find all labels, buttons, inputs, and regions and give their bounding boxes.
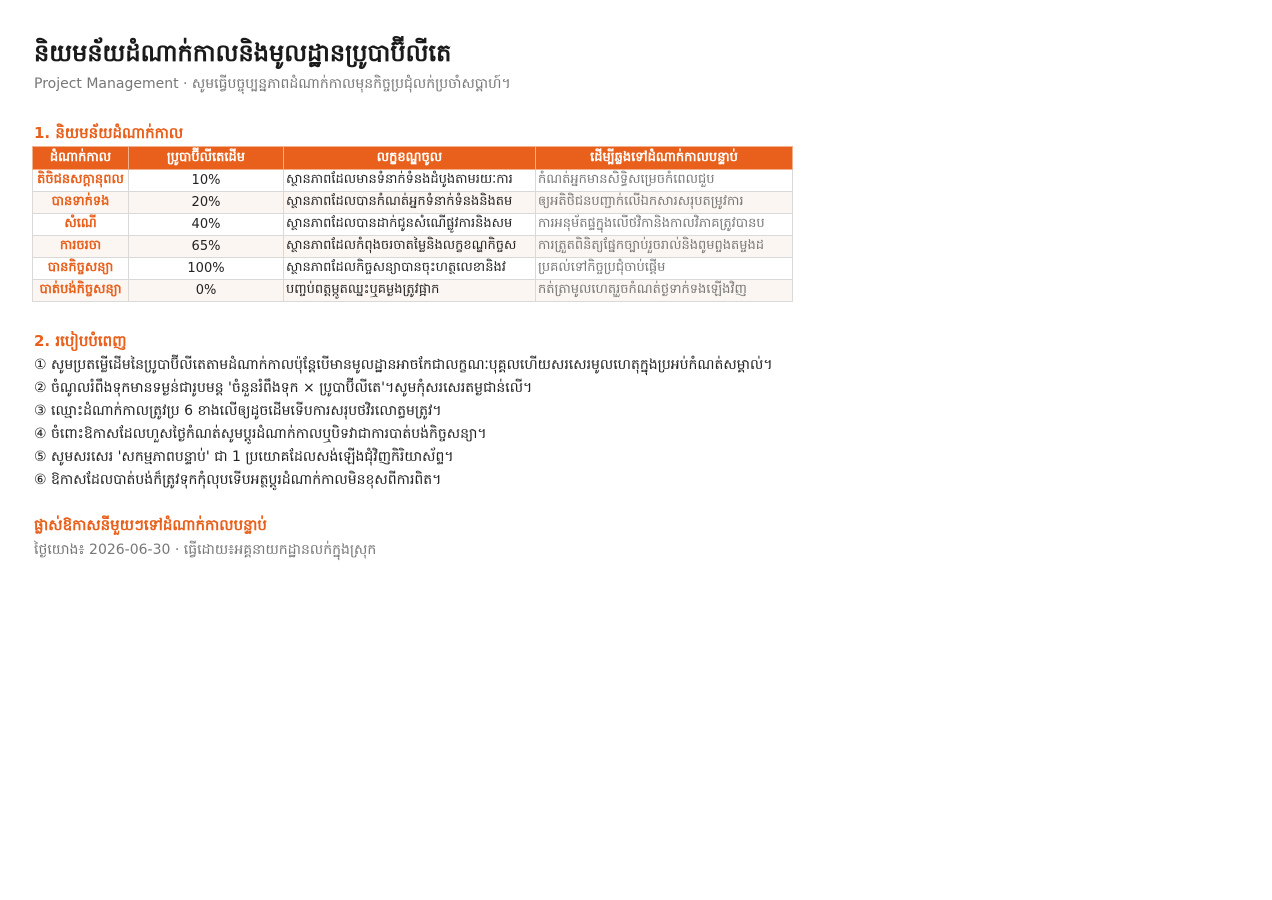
instruction-step: ⑥ ឱកាសដែលបាត់បង់ក៏ត្រូវទុកកុំលុបទើបអត្ថប្តូរដំណាក់កាលមិនខុសពីការពិត។: [34, 472, 442, 488]
probability-cell: 100%: [129, 258, 284, 280]
table-row: [33, 258, 793, 280]
entry-criteria-cell: ស្ថានភាពដែលកិច្ចសន្យាបានចុះហត្ថលេខានិងវ: [284, 258, 536, 280]
table-row: [33, 236, 793, 258]
column-header-next-stage-condition: ដើម្បីឆ្លងទៅដំណាក់កាលបន្ទាប់: [536, 147, 793, 170]
next-stage-cell: កត់ត្រាមូលហេតុរួចកំណត់ថ្ងទាក់ទងឡើងវិញ: [536, 280, 793, 302]
table-header-row: [33, 147, 793, 170]
entry-criteria-cell: ស្ថានភាពដែលបានដាក់ជូនសំណើផ្លូវការនិងសម: [284, 214, 536, 236]
instruction-step: ④ ចំពោះឱកាសដែលហួសថ្ងៃកំណត់សូមប្តូរដំណាក់កាលឬបិទវាជាការបាត់បង់កិច្ចសន្យា។: [34, 426, 487, 442]
probability-cell: 0%: [129, 280, 284, 302]
instruction-step: ① សូមប្រតម្លើដើមនៃប្រូបាប៊ីលីតេតាមដំណាក់កាលប៉ុន្តែបើមានមូលដ្ឋានអាចកែជាលក្ខណៈបុគ្គលហើយសរសេរមូលហេតុក្នុងប្រអប់កំណត់សម្គាល់។: [34, 357, 773, 373]
instruction-step: ② ចំណូលរំពឹងទុកមានទម្ងន់ជារូបមន្ត 'ចំនួនរំពឹងទុក × ប្រូបាប៊ីលីតេ'។សូមកុំសរសេរតម្ងជាន់លើ។: [34, 380, 533, 396]
probability-cell: 10%: [129, 170, 284, 192]
page-subtitle: Project Management · សូមធ្វើបច្ចុប្បន្នភាពដំណាក់កាលមុនកិច្ចប្រជុំលក់ប្រចាំសប្តាហ៍។: [34, 76, 511, 92]
stage-name-cell: បានកិច្ចសន្យា: [33, 258, 129, 280]
page-title: និយមន័យដំណាក់កាលនិងមូលដ្ឋានប្រូបាប៊ីលីតេ: [34, 39, 452, 67]
stage-name-cell: ការចរចា: [33, 236, 129, 258]
next-stage-cell: ប្រគល់ទៅកិច្ចប្រជុំចាប់ផ្តើម: [536, 258, 793, 280]
instruction-step: ⑤ សូមសរសេរ 'សកម្មភាពបន្ទាប់' ជា 1 ប្រយោគដែលសង់ឡើងជុំវិញកិរិយាស័ព្ទ។: [34, 449, 454, 465]
entry-criteria-cell: ស្ថានភាពដែលមានទំនាក់ទំនងដំបូងតាមរយៈការ: [284, 170, 536, 192]
next-stage-cell: ការត្រួតពិនិត្យផ្នែកច្បាប់រួចរាល់និងពូមព្ចងតម្ចងដ: [536, 236, 793, 258]
table-row: [33, 170, 793, 192]
column-header-entry-criteria: លក្ខខណ្ឌចូល: [284, 147, 536, 170]
stage-definitions-table: [32, 146, 793, 302]
next-stage-cell: ឲ្យអតិថិជនបញ្ជាក់លើឯកសារសរុបតម្រូវការ: [536, 192, 793, 214]
probability-cell: 40%: [129, 214, 284, 236]
column-header-base-probability: ប្រូបាប៊ីលីតេដើម: [129, 147, 284, 170]
table-row: [33, 192, 793, 214]
section-how-to-fill-heading: 2. របៀបបំពេញ: [34, 332, 127, 350]
next-stage-cell: ការអនុម័តផ្ទក្នុងលើថវិកានិងកាលវិភាគត្រូវបានប: [536, 214, 793, 236]
next-stage-cell: កំណត់អ្នកមានសិទ្ធិសម្រេចកំពេលជួប: [536, 170, 793, 192]
entry-criteria-cell: ស្ថានភាពដែលបានកំណត់អ្នកទំនាក់ទំនងនិងតម: [284, 192, 536, 214]
stage-name-cell: តិចិជនសក្តានុពល: [33, 170, 129, 192]
table-row: [33, 280, 793, 302]
instruction-list: [34, 354, 1272, 492]
entry-criteria-cell: បញ្ចប់ពត្តម្កូតឈ្នះឬគម្ងងត្រូវផ្អាក: [284, 280, 536, 302]
probability-cell: 20%: [129, 192, 284, 214]
instruction-step: ③ ឈ្មោះដំណាក់កាលត្រូវប្រ 6 ខាងលើឲ្យដូចដើមទើបការសរុបថវិរលោត្ធមត្រូវ។: [34, 403, 442, 419]
entry-criteria-cell: ស្ថានភាពដែលកំពុងចរចាតម្លៃនិងលក្ខខណ្ឌកិច្ចស: [284, 236, 536, 258]
footer-heading: ផ្លាស់ឱកាសនីមួយៗទៅដំណាក់កាលបន្ទាប់: [34, 516, 267, 534]
column-header-stage: ដំណាក់កាល: [33, 147, 129, 170]
reference-date-note: ថ្ងៃយោង៖ 2026-06-30 · ធ្វើដោយ៖អគ្គនាយកដ្ឋានលក់ក្នុងស្រុក: [34, 542, 377, 558]
table-row: [33, 214, 793, 236]
stage-name-cell: បាត់បង់កិច្ចសន្យា: [33, 280, 129, 302]
probability-cell: 65%: [129, 236, 284, 258]
stage-name-cell: បានទាក់ទង: [33, 192, 129, 214]
stage-name-cell: សំណើ: [33, 214, 129, 236]
section-stage-definitions-heading: 1. និយមន័យដំណាក់កាល: [34, 124, 184, 142]
